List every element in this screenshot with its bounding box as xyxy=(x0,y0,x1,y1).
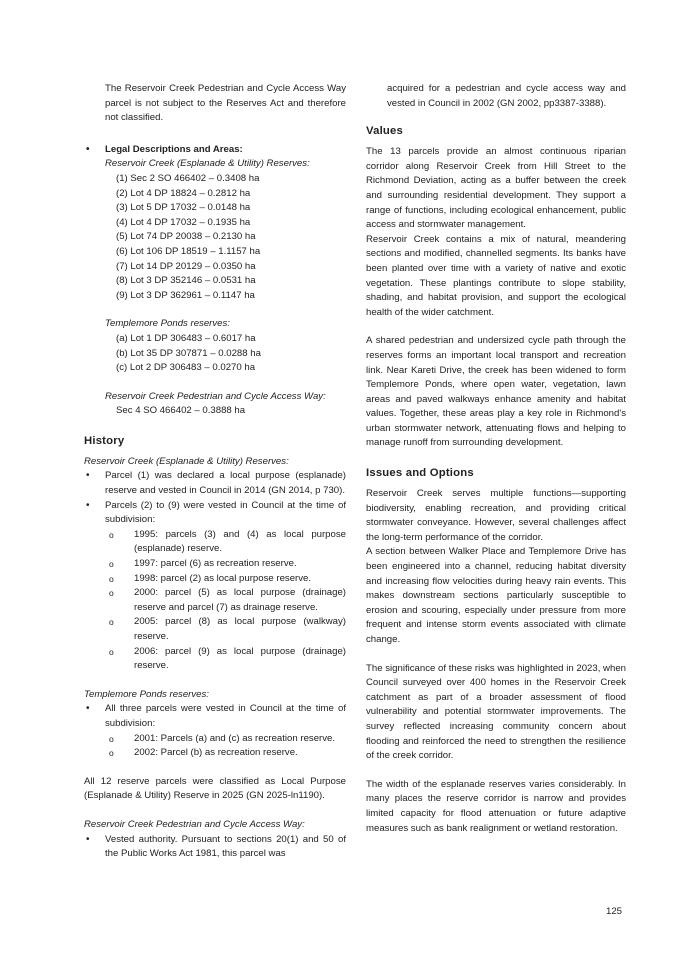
list-item: (b) Lot 35 DP 307871 – 0.0288 ha xyxy=(116,347,261,359)
issues-paragraph-3: The significance of these risks was highlighted in 2023, when Council surveyed over 400 homes in the Reservoir Creek catchment as part of a broader assessment of flood vulnerability and potential stormwater improvements. The survey reflected increasing community concern about flooding and reinforced the need to strengthen the resilience of the creek corridor. xyxy=(366,662,626,762)
list-item: (7) Lot 14 DP 20129 – 0.0350 ha xyxy=(116,260,256,272)
history-tp-sublist xyxy=(84,732,346,761)
list-item: o 1998: parcel (2) as local purpose reserve. xyxy=(84,572,346,587)
list-item: o 2002: Parcel (b) as recreation reserve. xyxy=(84,746,346,761)
tp-reserves-label: Templemore Ponds reserves: xyxy=(105,318,230,330)
list-item: (3) Lot 5 DP 17032 – 0.0148 ha xyxy=(116,202,251,214)
values-paragraph-2: Reservoir Creek contains a mix of natural, meandering sections and modified, channelled segments. Its banks have been planted over time with a variety of native and exotic vegetation. These plantings contribute to slope stability, shading, and habitat provision, and support the ecological health of the wider catchment. xyxy=(366,233,626,318)
access-way-label: Reservoir Creek Pedestrian and Cycle Access Way: xyxy=(105,390,326,402)
history-heading: History xyxy=(84,434,125,447)
values-heading: Values xyxy=(366,125,403,138)
list-item: o 1997: parcel (6) as recreation reserve. xyxy=(84,557,346,572)
history-access-way-label: Reservoir Creek Pedestrian and Cycle Access Way: xyxy=(84,818,305,830)
list-item: (4) Lot 4 DP 17032 – 0.1935 ha xyxy=(116,216,251,228)
history-rc-bullet-2: • Parcels (2) to (9) were vested in Council at the time of subdivision: xyxy=(84,499,346,528)
history-rc-sublist xyxy=(84,528,346,674)
issues-heading: Issues and Options xyxy=(366,467,474,480)
values-paragraph-1: The 13 parcels provide an almost continuous riparian corridor along Reservoir Creek from Hill Street to the Richmond Deviation, acting as a buffer between the creek and surrounding residential development. They support a range of functions, including ecological enhancement, public access and stormwater management. xyxy=(366,146,626,231)
right-column xyxy=(366,82,626,836)
rc-reserves-label: Reservoir Creek (Esplanade & Utility) Reserves: xyxy=(105,158,310,170)
continued-paragraph: acquired for a pedestrian and cycle access way and vested in Council in 2002 (GN 2002, pp3387-3388). xyxy=(387,83,626,109)
issues-paragraph-4: The width of the esplanade reserves varies considerably. In many places the reserve corridor is narrow and provides limited capacity for flood attenuation or future adaptive measures such as bank realignment or wetland restoration. xyxy=(366,778,626,834)
history-rc-label: Reservoir Creek (Esplanade & Utility) Reserves: xyxy=(84,455,289,467)
list-item: (c) Lot 2 DP 306483 – 0.0270 ha xyxy=(116,362,256,374)
issues-paragraph-1: Reservoir Creek serves multiple functions—supporting biodiversity, enabling recreation, and providing critical stormwater conveyance. However, several challenges affect the long-term performance of the corridor. xyxy=(366,488,626,543)
list-item: (a) Lot 1 DP 306483 – 0.6017 ha xyxy=(116,332,256,344)
list-item: o 2006: parcel (9) as local purpose (drainage) reserve. xyxy=(84,645,346,674)
list-item: o 2000: parcel (5) as local purpose (drainage) reserve and parcel (7) as drainage reserve. xyxy=(84,586,346,615)
history-access-way-bullet: • Vested authority. Pursuant to sections 20(1) and 50 of the Public Works Act 1981, this parcel was xyxy=(84,833,346,862)
list-item: (9) Lot 3 DP 362961 – 0.1147 ha xyxy=(116,289,255,301)
left-column xyxy=(84,82,346,862)
list-item: o 1995: parcels (3) and (4) as local purpose (esplanade) reserve. xyxy=(84,528,346,557)
values-paragraph-3: A shared pedestrian and undersized cycle path through the reserves forms an important local transport and recreation link. Near Kareti Drive, the creek has been widened to form Templemore Ponds, where open water, vegetation, lawn areas and paved walkways enhance amenity and habitat values. Together, these areas play a key role in Richmond's urban stormwater network, attenuating flows and helping to manage runoff from surrounding development. xyxy=(366,335,626,449)
list-item: (5) Lot 74 DP 20038 – 0.2130 ha xyxy=(116,231,256,243)
history-tp-bullet: • All three parcels were vested in Council at the time of subdivision: xyxy=(84,702,346,731)
tp-parcel-list xyxy=(84,332,346,376)
list-item: (8) Lot 3 DP 352146 – 0.0531 ha xyxy=(116,275,256,287)
intro-paragraph: The Reservoir Creek Pedestrian and Cycle Access Way parcel is not subject to the Reserves Act and therefore not classified. xyxy=(105,83,346,124)
access-way-parcel: Sec 4 SO 466402 – 0.3888 ha xyxy=(116,405,246,417)
list-item: (1) Sec 2 SO 466402 – 0.3408 ha xyxy=(116,172,260,184)
list-item: o 2001: Parcels (a) and (c) as recreation reserve. xyxy=(84,732,346,747)
issues-paragraph-2: A section between Walker Place and Templemore Drive has been engineered into a channel, reducing habitat diversity and increasing flow velocities during heavy rain events. This makes downstream sections particularly susceptible to erosion and scouring, especially under pressure from more frequent and intense storm events associated with climate change. xyxy=(366,546,626,645)
history-rc-bullet-1: • Parcel (1) was declared a local purpose (esplanade) reserve and vested in Council in 2014 (GN 2014, p 730). xyxy=(84,469,346,498)
legal-descriptions-bullet: • Legal Descriptions and Areas: xyxy=(84,143,346,158)
classification-paragraph: All 12 reserve parcels were classified as Local Purpose (Esplanade & Utility) Reserve in 2025 (GN 2025-ln1190). xyxy=(84,775,346,802)
list-item: (2) Lot 4 DP 18824 – 0.2812 ha xyxy=(116,187,251,199)
rc-parcel-list xyxy=(84,172,346,303)
page-number: 125 xyxy=(606,906,623,917)
list-item: o 2005: parcel (8) as local purpose (walkway) reserve. xyxy=(84,615,346,644)
history-tp-label: Templemore Ponds reserves: xyxy=(84,688,209,700)
list-item: (6) Lot 106 DP 18519 – 1.1157 ha xyxy=(116,245,261,257)
